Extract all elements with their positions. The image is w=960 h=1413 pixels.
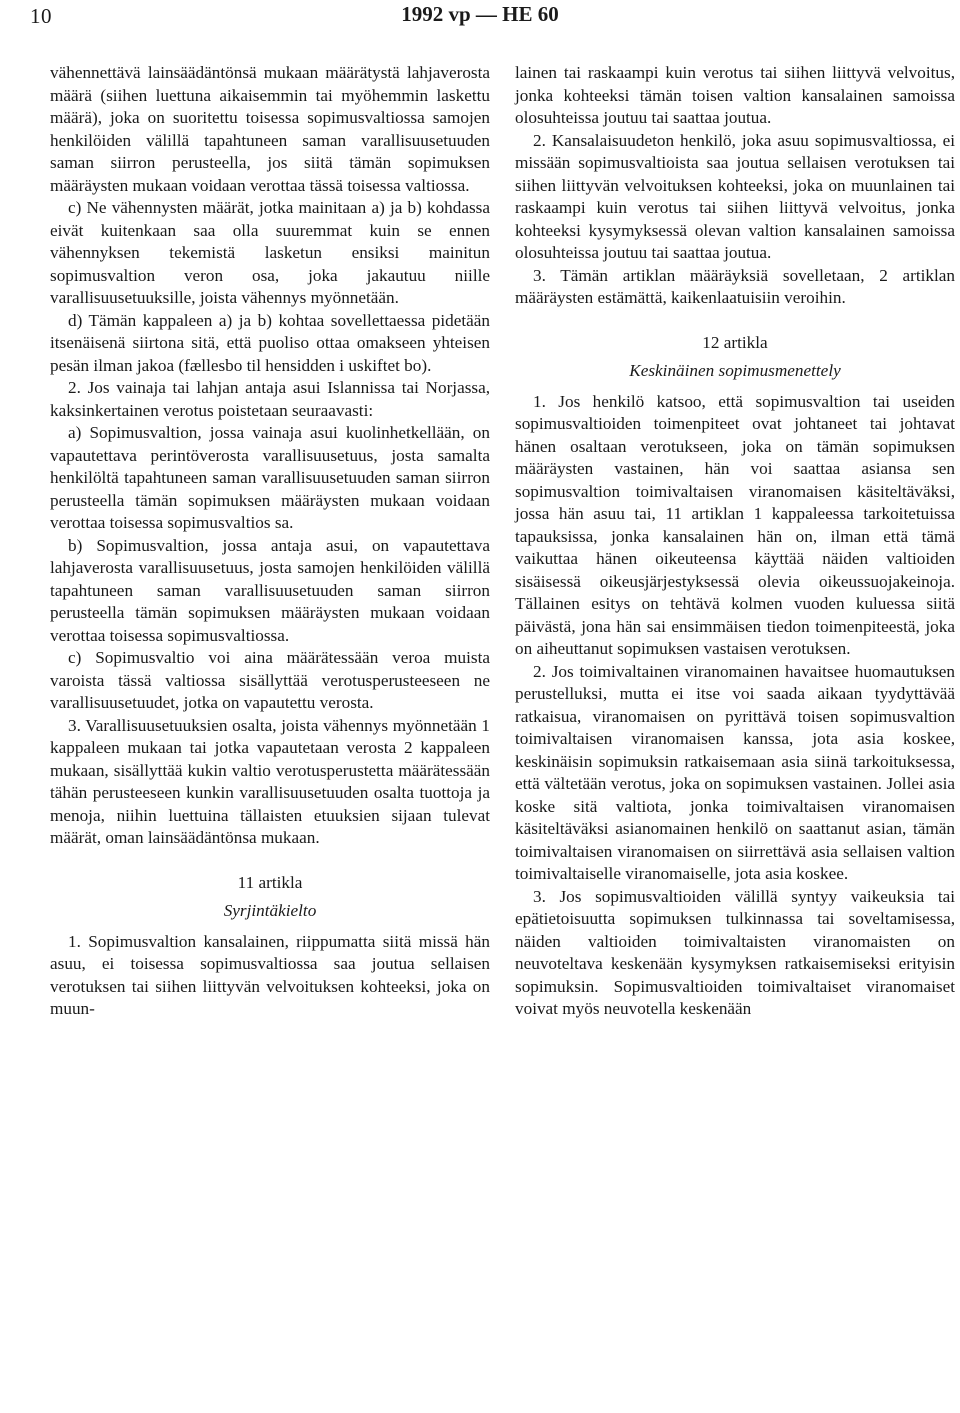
article-heading: 12 artikla xyxy=(702,332,768,352)
paragraph: 3. Jos sopimusvaltioiden välillä syntyy vaikeuksia tai epätietoisuutta sopimuksen tulkinnassa tai soveltamisessa, näiden valtioiden toimivaltaisten viranomaisten on neuvoteltava keskenään kysymyksen ratkaisemiseksi erityisin sopimuksin. Sopimusvaltioiden toimivaltaiset viranomaiset voivat myös neuvotella keskenään xyxy=(515,886,955,1018)
paragraph: 3. Varallisuusetuuksien osalta, joista vähennys myönnetään 1 kappaleen mukaan tai jotka vapautetaan verosta 2 kappaleen mukaan, sisällyttää kukin valtio verotusperustetta määrätessään tähän perusteeseen kunkin varallisuusetuuden osalta tuottoja ja menoja, niihin luettuina tällaisten etuuksien sijaan tulevat määrät, oman lainsäädäntönsa mukaan. xyxy=(50,715,490,847)
paragraph: c) Sopimusvaltio voi aina määrätessään veroa muista varoista tässä valtiossa sisällyttää verotusperusteeseen ne varallisuusetuudet, jotka on vapautettu verosta. xyxy=(50,648,490,712)
article-subheading: Syrjintäkielto xyxy=(223,901,317,920)
paragraph: 2. Jos toimivaltainen viranomainen havaitsee huomautuksen perustelluksi, mutta ei itse voi saada aikaan tyydyttävää ratkaisua, viranomaisen on pyrittävä toisen sopimusvaltion toimivaltaisen viranomaisen kanssa, jota asia koskee, keskinäisin sopimuksin ratkaisemaan asia siinä tarkoituksessa, että vältetään verotus, joka on sopimuksen vastainen. Jollei asia koske sitä valtiota, jonka toimivaltaisen viranomaisen käsiteltäväksi asianomainen henkilö on saattanut asian, tämän toimivaltaisen viranomaisen on siirrettävä asia sellaisen valtion toimivaltaiselle viranomaiselle, jota asia koskee. xyxy=(515,661,955,883)
paragraph: lainen tai raskaampi kuin verotus tai siihen liittyvä velvoitus, jonka kohteeksi tämän toisen valtion kansalainen samoissa olosuhteissa joutuu tai saattaa joutua. xyxy=(515,63,955,127)
paragraph: 2. Kansalaisuudeton henkilö, joka asuu sopimusvaltiossa, ei missään sopimusvaltioista saa joutua sellaisen verotuksen tai siihen liittyvän velvoituksen kohteeksi, joka on muunlainen tai raskaampi kuin verotus tai siihen liittyvä velvoitus, jonka kohteeksi kysymyksessä olevan valtion kansalainen samoissa olosuhteissa joutuu tai saattaa joutua. xyxy=(515,130,955,262)
article-heading: 11 artikla xyxy=(237,872,303,892)
left-column xyxy=(50,62,490,1021)
right-column xyxy=(515,62,955,1021)
paragraph: 3. Tämän artiklan määräyksiä sovelletaan, 2 artiklan määräysten estämättä, kaikenlaatuisiin veroihin. xyxy=(515,265,955,307)
article-subheading: Keskinäinen sopimusmenettely xyxy=(629,361,841,380)
paragraph: c) Ne vähennysten määrät, jotka mainitaan a) ja b) kohdassa eivät kuitenkaan saa olla suuremmat kuin se ennen vähennyksen tekemistä lasketun ensiksi mainitun sopimusvaltion veron osa, joka jakautuu niille varallisuusetuuksille, joista vähennys myönnetään. xyxy=(50,198,490,307)
page-number: 10 xyxy=(30,4,52,28)
paragraph: 1. Sopimusvaltion kansalainen, riippumatta siitä missä hän asuu, ei toisessa sopimusvaltiossa saa joutua sellaisen verotuksen tai siihen liittyvän velvoituksen kohteeksi, joka on muun- xyxy=(50,931,490,1018)
paragraph: 2. Jos vainaja tai lahjan antaja asui Islannissa tai Norjassa, kaksinkertainen verotus poistetaan seuraavasti: xyxy=(50,378,490,420)
paragraph: b) Sopimusvaltion, jossa antaja asui, on vapautettava lahjaverosta varallisuusetuus, josta samojen henkilöiden välillä tapahtuneen saman varallisuusetuuden saman siirron perusteella tämän sopimuksen määräysten mukaan voidaan verottaa toisessa sopimusvaltiossa. xyxy=(50,535,490,645)
page-header xyxy=(0,0,960,40)
paragraph: a) Sopimusvaltion, jossa vainaja asui kuolinhetkellään, on vapautettava perintöverosta varallisuusetuus, josta samalta henkilöltä tapahtuneen saman varallisuusetuuden saman siirron perusteella tämän sopimuksen määräysten mukaan voidaan verottaa toisessa sopimusvaltios sa. xyxy=(50,423,490,532)
paragraph: d) Tämän kappaleen a) ja b) kohtaa sovellettaessa pidetään itsenäisenä siirtona sitä, että puoliso ottaa omakseen yhteisen pesän ilman jakoa (fællesbo til hensidden i uskiftet bo). xyxy=(50,310,490,375)
paragraph: vähennettävä lainsäädäntönsä mukaan määrätystä lahjaverosta määrä (siihen luettuna aikaisemmin tai myöhemmin laskettu määrä), joka on suoritettu toisessa sopimusvaltiossa samojen henkilöiden välillä tapahtuneen saman varallisuusetuuden saman siirron perusteella, jos siitä tämän sopimuksen määräysten mukaan voidaan verottaa tässä toisessa valtiossa. xyxy=(50,63,490,195)
document-reference: 1992 vp — HE 60 xyxy=(401,2,559,26)
paragraph: 1. Jos henkilö katsoo, että sopimusvaltion tai useiden sopimusvaltioiden toimenpiteet ovat johtaneet tai johtavat hänen osaltaan verotukseen, joka on tämän sopimuksen määräysten vastainen, hän voi saattaa asiansa sen sopimusvaltion toimivaltaisen viranomaisen käsiteltäväksi, jossa hän asuu tai, 11 artiklan 1 kappaleessa tarkoitetuissa tapauksissa, jonka kansalainen hän on, ilman että tämä vaikuttaa hänen oikeuteensa käyttää näiden valtioiden sisäisessä oikeusjärjestyksessä olevia oikeussuojakeinoja. Tällainen esitys on tehtävä kolmen vuoden kuluessa siitä päivästä, jona hän sai ensimmäisen tiedon toimenpiteestä, joka on aiheuttanut sopimuksen vastaisen verotuksen. xyxy=(515,391,955,658)
